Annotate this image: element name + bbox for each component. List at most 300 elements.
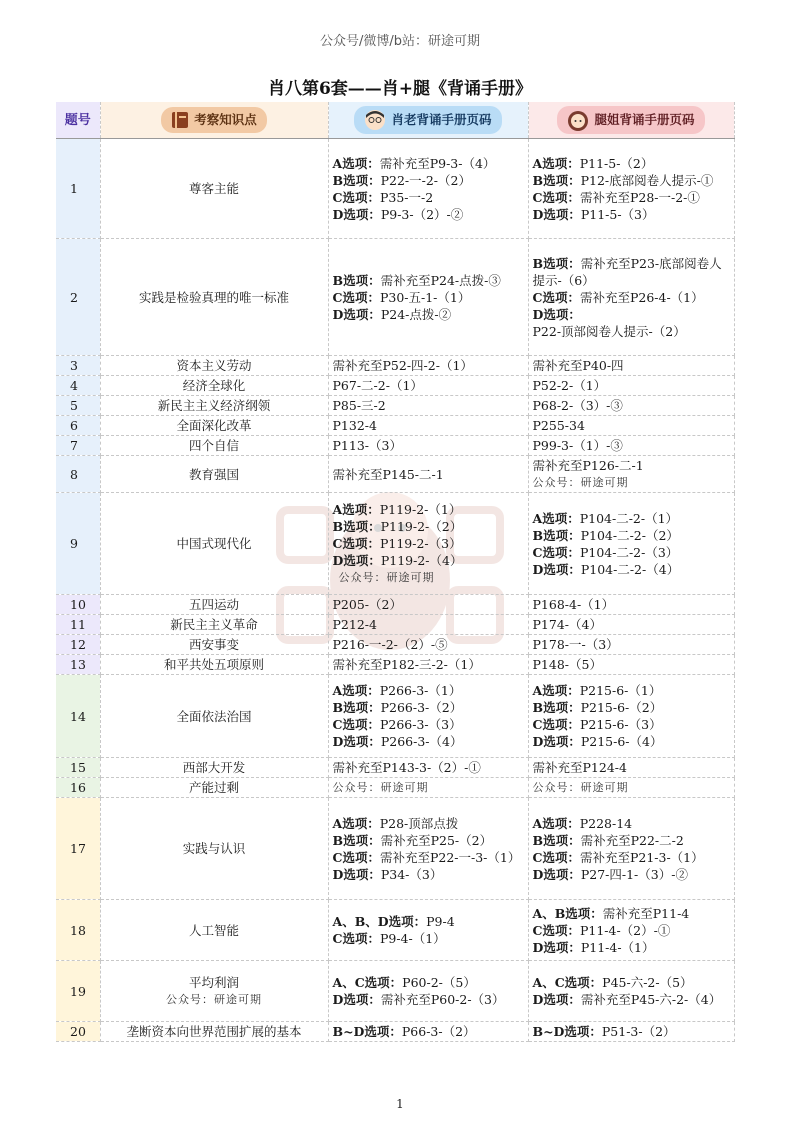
tui-entry-page: P215-6-（1） (579, 683, 662, 698)
tui-entry-page: P45-六-2-（5） (602, 975, 693, 990)
tui-entry (533, 866, 730, 883)
tui-entry-page: P99-3-（1）-③ (532, 438, 623, 453)
xiao-entry-option: A选项： (332, 155, 380, 171)
tui-note: 公众号：研途可期 (532, 476, 629, 489)
tui-entry (533, 815, 730, 832)
tui-entry-option: A选项： (532, 815, 580, 831)
xiao-entry (333, 466, 524, 483)
xiao-entry-page: P34-（3） (380, 866, 443, 882)
row-number: 2 (56, 239, 100, 356)
row-topic: 实践是检验真理的唯一标准 (138, 289, 289, 305)
xiao-entry-option: C选项： (332, 717, 380, 732)
page-title: 肖八第6套——肖+腿《背诵手册》 (267, 79, 533, 99)
xiao-entry-page: P66-3-（2） (401, 1024, 476, 1039)
row-topic: 四个自信 (188, 438, 239, 453)
tui-entry-page: P174-（4） (532, 617, 602, 632)
row-topic: 全面依法治国 (176, 708, 252, 724)
xiao-entry-page: 需补充至P9-3-（4） (379, 155, 496, 171)
row-number: 15 (56, 758, 100, 778)
page-number: 1 (396, 1097, 404, 1111)
man-avatar-icon (364, 109, 386, 131)
row-number: 10 (56, 595, 100, 615)
row-topic-cell (100, 615, 328, 635)
table-header-row (56, 102, 734, 139)
tui-entry-option: D选项： (532, 734, 581, 749)
xiao-cell (328, 900, 528, 961)
xiao-entry-page: P266-3-（3） (379, 717, 462, 732)
tui-entry-page: P178-一-（3） (532, 637, 619, 652)
tui-entry-option: B选项： (532, 700, 581, 715)
xiao-cell (328, 595, 528, 615)
xiao-entry-option: C选项： (332, 931, 380, 946)
row-number: 18 (56, 900, 100, 961)
xiao-entry-page: 需补充至P145-二-1 (332, 466, 444, 482)
row-number: 17 (56, 798, 100, 900)
topic-header-pill (161, 107, 267, 133)
table-row (56, 139, 734, 239)
tui-entry-option: C选项： (532, 849, 580, 865)
xiao-entry-page: P30-五-1-（1） (379, 289, 471, 305)
tui-cell (528, 456, 734, 493)
row-number: 4 (56, 376, 100, 396)
tui-cell (528, 758, 734, 778)
xiao-entry-option: B选项： (332, 272, 381, 288)
tui-entry-page: P27-四-1-（3）-② (580, 866, 688, 882)
xiao-entry-page: P28-顶部点拨 (379, 815, 459, 831)
tui-entry-page: P104-二-2-（4） (580, 561, 680, 577)
xiao-entry-page: P119-2-（2） (380, 519, 463, 534)
tui-entry (533, 991, 730, 1008)
col-header-xiao (328, 102, 528, 139)
tui-entry-page: P68-2-（3）-③ (532, 398, 623, 413)
xiao-entry (333, 930, 524, 947)
row-topic-cell (100, 1022, 328, 1042)
row-topic: 尊客主能 (188, 181, 239, 196)
tui-entry (533, 716, 730, 733)
tui-cell (528, 675, 734, 758)
tui-entry (533, 527, 730, 544)
tui-entry (533, 255, 730, 289)
table-row (56, 758, 734, 778)
tui-entry-page: P22-顶部阅卷人提示-（2） (532, 323, 686, 339)
row-number: 20 (56, 1022, 100, 1042)
tui-entry-option: D选项： (532, 206, 581, 222)
tui-entry-option: A、C选项： (532, 975, 603, 990)
xiao-entry-page: P205-（2） (332, 597, 402, 612)
tui-cell (528, 655, 734, 675)
tui-entry-option: D选项： (532, 561, 581, 577)
tui-entry (533, 189, 730, 206)
tui-entry-page: P104-二-2-（3） (579, 544, 679, 560)
xiao-entry (333, 849, 524, 866)
row-topic-cell (100, 416, 328, 436)
xiao-entry-option: B选项： (332, 519, 381, 534)
tui-note: 公众号：研途可期 (532, 781, 629, 794)
xiao-entry-page: P35-一-2 (379, 189, 434, 205)
xiao-entry (333, 596, 524, 613)
xiao-entry (333, 636, 524, 653)
xiao-entry-page: P119-2-（1） (379, 502, 462, 517)
row-topic-cell (100, 655, 328, 675)
row-number: 16 (56, 778, 100, 798)
row-topic: 和平共处五项原则 (163, 657, 264, 672)
xiao-entry (333, 759, 524, 776)
tui-cell (528, 798, 734, 900)
tui-entry (533, 206, 730, 223)
xiao-entry (333, 974, 524, 991)
xiao-entry (333, 815, 524, 832)
tui-entry-option: A选项： (532, 510, 580, 526)
tui-entry-page: P215-6-（3） (579, 717, 662, 732)
tui-entry (533, 457, 730, 474)
xiao-entry-page: 需补充至P143-3-（2）-① (332, 760, 481, 775)
tui-entry (533, 377, 730, 394)
tui-entry (533, 939, 730, 956)
book-icon (171, 110, 189, 130)
tui-cell (528, 356, 734, 376)
xiao-entry-page: 需补充至P22-一-3-（1） (379, 849, 521, 865)
tui-entry-option: B~D选项： (532, 1024, 602, 1039)
top-banner: 公众号/微博/b站：研途可期 (319, 34, 480, 49)
row-number: 1 (56, 139, 100, 239)
tui-entry-option: D选项： (532, 306, 581, 322)
xiao-cell (328, 635, 528, 655)
table-row (56, 356, 734, 376)
xiao-entry-option: C选项： (332, 849, 380, 865)
table-row (56, 635, 734, 655)
table-row (56, 239, 734, 356)
tui-entry (533, 699, 730, 716)
xiao-entry (333, 306, 524, 323)
row-topic-cell (100, 635, 328, 655)
tui-cell (528, 493, 734, 595)
xiao-entry (333, 155, 524, 172)
tui-entry-page: P11-4-（2）-① (579, 922, 671, 938)
tui-entry-option: A选项： (532, 683, 580, 698)
tui-entry (533, 922, 730, 939)
tui-entry-page: 需补充至P21-3-（1） (579, 849, 704, 865)
xiao-entry-option: C选项： (332, 289, 380, 305)
xiao-entry (333, 656, 524, 673)
tui-entry-page: 需补充至P40-四 (532, 358, 624, 373)
xiao-entry-page: 需补充至P25-（2） (380, 832, 493, 848)
xiao-entry (333, 535, 524, 552)
col-header-xiao-label: 肖老背诵手册页码 (391, 112, 492, 127)
row-topic-cell (100, 900, 328, 961)
xiao-entry (333, 272, 524, 289)
table-row (56, 376, 734, 396)
xiao-entry (333, 172, 524, 189)
tui-entry-page: P11-5-（3） (580, 206, 655, 222)
col-header-num-label: 题号 (64, 112, 91, 128)
xiao-entry (333, 518, 524, 535)
xiao-entry-page: P212-4 (332, 617, 377, 632)
xiao-entry (333, 501, 524, 518)
tui-entry (533, 682, 730, 699)
row-number: 7 (56, 436, 100, 456)
xiao-entry (333, 616, 524, 633)
tui-cell (528, 615, 734, 635)
tui-entry-option: D选项： (532, 992, 581, 1007)
row-topic: 产能过剩 (188, 780, 239, 795)
xiao-entry-option: D选项： (332, 553, 381, 568)
tui-entry-page: 需补充至P22-二-2 (580, 832, 684, 848)
xiao-cell (328, 1022, 528, 1042)
xiao-entry (333, 189, 524, 206)
xiao-cell (328, 758, 528, 778)
tui-entry-option: B选项： (532, 527, 581, 543)
xiao-entry-page: P85-三-2 (332, 398, 386, 413)
xiao-entry (333, 991, 524, 1008)
xiao-entry (333, 417, 524, 434)
row-topic-cell (100, 961, 328, 1022)
xiao-entry-option: B~D选项： (332, 1024, 402, 1039)
xiao-entry-option: C选项： (332, 536, 380, 551)
row-number: 5 (56, 396, 100, 416)
xiao-entry-option: D选项： (332, 306, 381, 322)
xiao-entry (333, 289, 524, 306)
tui-entry-page: P228-14 (579, 815, 633, 831)
tui-cell (528, 961, 734, 1022)
tui-entry (533, 1023, 730, 1040)
row-topic: 新民主主义革命 (170, 617, 258, 632)
xiao-entry (333, 682, 524, 699)
tui-entry-page: P148-（5） (532, 657, 602, 672)
xiao-entry (333, 1023, 524, 1040)
row-topic-cell (100, 675, 328, 758)
row-topic: 经济全球化 (182, 378, 246, 393)
row-topic: 实践与认识 (182, 841, 246, 856)
xiao-entry (333, 832, 524, 849)
xiao-entry-page: P22-一-2-（2） (380, 172, 471, 188)
tui-entry-page: 需补充至P124-4 (532, 760, 627, 775)
xiao-entry (333, 377, 524, 394)
row-topic: 西安事变 (188, 637, 239, 652)
xiao-entry (333, 552, 524, 569)
xiao-entry-page: P9-4-（1） (379, 931, 446, 946)
xiao-entry (333, 866, 524, 883)
table-row (56, 416, 734, 436)
xiao-entry (333, 397, 524, 414)
table-row (56, 655, 734, 675)
row-topic: 新民主主义经济纲领 (157, 398, 271, 413)
xiao-entry-page: P9-4 (426, 914, 455, 929)
table-row (56, 615, 734, 635)
tui-entry-page: 需补充至P126-二-1 (532, 458, 644, 473)
tui-entry (533, 306, 730, 340)
row-topic: 垄断资本向世界范围扩展的基本 (126, 1024, 302, 1039)
xiao-cell (328, 376, 528, 396)
tui-entry-page: 需补充至P28-一-2-① (579, 189, 700, 205)
xiao-entry-page: P266-3-（2） (380, 700, 463, 715)
col-header-num (56, 102, 100, 139)
table-row (56, 456, 734, 493)
tui-entry (533, 656, 730, 673)
tui-entry-page: P104-二-2-（1） (579, 510, 679, 526)
table-row (56, 436, 734, 456)
tui-cell (528, 376, 734, 396)
tui-entry-option: B选项： (532, 255, 581, 271)
xiao-cell (328, 416, 528, 436)
tui-entry-page: P255-34 (532, 418, 585, 433)
tui-cell (528, 416, 734, 436)
tui-cell (528, 900, 734, 961)
row-number: 9 (56, 493, 100, 595)
tui-entry (533, 417, 730, 434)
xiao-cell (328, 396, 528, 416)
xiao-entry (333, 206, 524, 223)
xiao-entry-option: D选项： (332, 992, 381, 1007)
tui-entry-option: D选项： (532, 866, 581, 882)
table-row (56, 778, 734, 798)
xiao-entry-page: P119-2-（4） (380, 553, 463, 568)
row-topic-cell (100, 356, 328, 376)
tui-entry-option: A选项： (532, 155, 580, 171)
xiao-cell (328, 961, 528, 1022)
table-row (56, 396, 734, 416)
row-topic-note: 公众号：研途可期 (166, 993, 262, 1006)
tui-entry (533, 544, 730, 561)
row-topic-cell (100, 376, 328, 396)
tui-entry (533, 289, 730, 306)
xiao-entry-option: D选项： (332, 866, 381, 882)
table-body (56, 139, 734, 1042)
xiao-cell (328, 139, 528, 239)
xiao-note: 公众号：研途可期 (338, 571, 435, 584)
tui-entry-page: P11-4-（1） (580, 939, 655, 955)
xiao-entry-option: B选项： (332, 832, 381, 848)
xiao-entry-option: C选项： (332, 189, 380, 205)
xiao-entry-option: A选项： (332, 815, 380, 831)
xiao-cell (328, 239, 528, 356)
xiao-entry (333, 913, 524, 930)
tui-entry (533, 759, 730, 776)
tui-entry-page: P215-6-（2） (580, 700, 663, 715)
row-number: 19 (56, 961, 100, 1022)
xiao-header-pill (354, 106, 501, 134)
xiao-entry-page: P113-（3） (332, 438, 402, 453)
table-row (56, 595, 734, 615)
tui-entry-page: P215-6-（4） (580, 734, 663, 749)
tui-entry (533, 357, 730, 374)
tui-entry-page: P11-5-（2） (579, 155, 654, 171)
tui-entry-option: B选项： (532, 832, 581, 848)
tui-entry (533, 596, 730, 613)
row-topic-cell (100, 758, 328, 778)
col-header-tui (528, 102, 734, 139)
tui-entry-page: P51-3-（2） (601, 1024, 676, 1039)
tui-entry-page: 需补充至P11-4 (602, 905, 690, 921)
xiao-entry (333, 437, 524, 454)
col-header-topic-label: 考察知识点 (194, 112, 257, 127)
handbook-table (56, 102, 735, 1042)
xiao-entry-option: A选项： (332, 683, 380, 698)
col-header-tui-label: 腿姐背诵手册页码 (594, 112, 695, 127)
tui-entry-page: P104-二-2-（2） (580, 527, 679, 543)
xiao-entry-page: P266-3-（4） (380, 734, 463, 749)
tui-cell (528, 436, 734, 456)
xiao-entry-page: P60-2-（5） (402, 975, 476, 990)
tui-entry-page: P52-2-（1） (532, 378, 607, 393)
tui-entry (533, 437, 730, 454)
row-topic-cell (100, 778, 328, 798)
row-topic: 五四运动 (188, 597, 239, 612)
row-number: 3 (56, 356, 100, 376)
tui-cell (528, 396, 734, 416)
xiao-entry-page: P132-4 (332, 418, 377, 433)
tui-entry (533, 155, 730, 172)
tui-entry-option: B选项： (532, 172, 581, 188)
row-topic: 中国式现代化 (176, 536, 252, 551)
tui-entry (533, 636, 730, 653)
xiao-entry (333, 716, 524, 733)
woman-avatar-icon (567, 109, 589, 131)
tui-entry-option: C选项： (532, 189, 580, 205)
tui-entry-option: A、B选项： (532, 905, 603, 921)
xiao-cell (328, 675, 528, 758)
xiao-entry-page: P266-3-（1） (379, 683, 462, 698)
xiao-entry-option: D选项： (332, 734, 381, 749)
tui-entry (533, 172, 730, 189)
row-topic: 平均利润 (188, 975, 239, 990)
tui-entry (533, 905, 730, 922)
xiao-entry-page: P119-2-（3） (379, 536, 462, 551)
xiao-entry-page: 需补充至P24-点拨-③ (380, 272, 501, 288)
tui-header-pill (557, 106, 704, 134)
row-topic-cell (100, 595, 328, 615)
table-row (56, 900, 734, 961)
row-topic: 西部大开发 (182, 760, 246, 775)
xiao-cell (328, 615, 528, 635)
row-topic-cell (100, 436, 328, 456)
tui-cell (528, 635, 734, 655)
xiao-entry-page: P67-二-2-（1） (332, 378, 423, 393)
xiao-cell (328, 456, 528, 493)
row-topic-cell (100, 239, 328, 356)
xiao-entry-page: P216-一-2-（2）-⑤ (332, 637, 448, 652)
row-topic: 全面深化改革 (176, 418, 252, 433)
xiao-entry-page: 需补充至P52-四-2-（1） (332, 358, 473, 373)
row-topic: 资本主义劳动 (176, 358, 252, 373)
tui-entry (533, 832, 730, 849)
xiao-entry-option: A选项： (332, 502, 380, 517)
xiao-entry-option: D选项： (332, 206, 381, 222)
xiao-note: 公众号：研途可期 (332, 781, 429, 794)
xiao-entry (333, 699, 524, 716)
xiao-entry (333, 733, 524, 750)
tui-entry-option: C选项： (532, 289, 580, 305)
tui-entry-page: P12-底部阅卷人提示-① (580, 172, 714, 188)
xiao-entry-page: P9-3-（2）-② (380, 206, 464, 222)
xiao-cell (328, 356, 528, 376)
tui-cell (528, 239, 734, 356)
tui-entry-option: C选项： (532, 922, 580, 938)
tui-entry (533, 616, 730, 633)
row-topic-cell (100, 139, 328, 239)
row-topic-cell (100, 456, 328, 493)
xiao-entry (333, 357, 524, 374)
tui-entry (533, 561, 730, 578)
xiao-cell (328, 655, 528, 675)
xiao-cell (328, 778, 528, 798)
row-number: 12 (56, 635, 100, 655)
xiao-entry-option: B选项： (332, 700, 381, 715)
row-topic: 教育强国 (188, 466, 239, 482)
row-number: 14 (56, 675, 100, 758)
tui-entry-page: 需补充至P23-底部阅卷人提示-（6） (532, 255, 722, 288)
tui-cell (528, 595, 734, 615)
table-row (56, 675, 734, 758)
